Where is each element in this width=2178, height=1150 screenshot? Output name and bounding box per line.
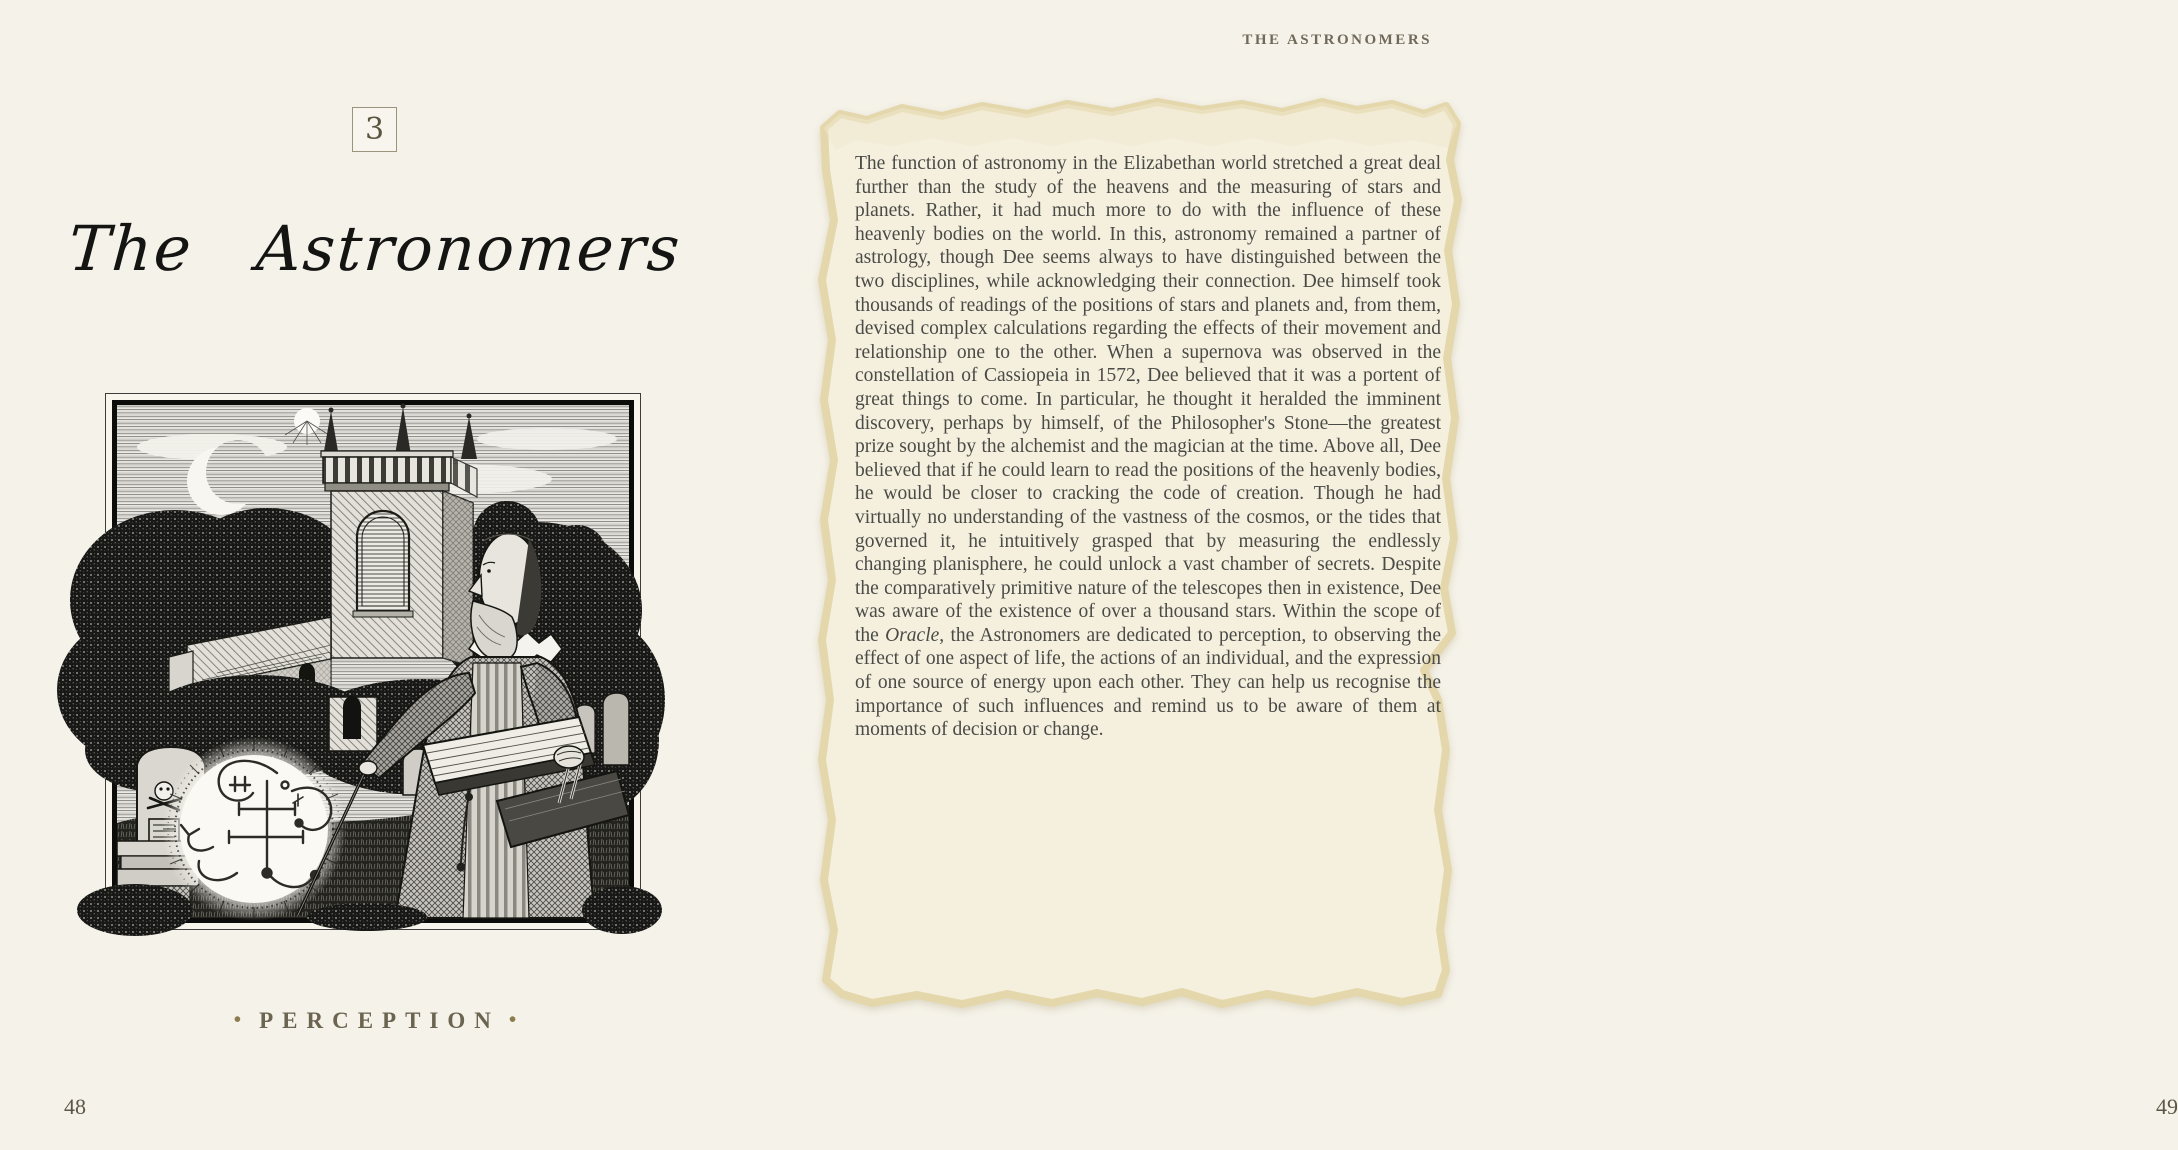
page-number-left: 48 xyxy=(64,1094,86,1119)
body-text-italic: Oracle xyxy=(885,624,940,646)
body-text-part2: , the Astronomers are dedicated to perception, to observing the effect of one aspect of life, the actions of an individual, and the expression of one source of energy upon each other. They can help us recognise the importance of such influences and remind us to be aware of them at moments of decision or change. xyxy=(855,624,1441,741)
caption-text: PERCEPTION xyxy=(259,1008,500,1033)
illustration-frame xyxy=(105,393,641,930)
body-text-part1: The function of astronomy in the Elizabethan world stretched a great deal further than the study of the heavens and the measuring of stars and planets. Rather, it had much more to do with the influence of these heavenly bodies on the world. In this, astronomy remained a partner of astrology, though Dee seems always to have distinguished between the two disciplines, while acknowledging their connection. Dee himself took thousands of readings of the positions of stars and planets and, from them, devised complex calculations regarding the effects of their movement and relationship one to the other. When a supernova was observed in the constellation of Cassiopeia in 1572, Dee believed that it was a portent of great things to come. In particular, he thought it heralded the imminent discovery, perhaps by himself, of the Philosopher's Stone—the greatest prize sought by the alchemist and the magician at the time. Above all, Dee believed that if he could learn to read the positions of the heavenly bodies, he would be closer to cracking the code of creation. Though he had virtually no understanding of the vastness of the cosmos, or the tides that governed it, he intuitively grasped that by measuring the endlessly changing planisphere, he could unlock a vast chamber of secrets. Despite the comparatively primitive nature of the telescopes then in existence, Dee was aware of the existence of over a thousand stars. Within the scope of the xyxy=(855,153,1441,646)
right-page xyxy=(750,0,2178,1150)
illustration-caption xyxy=(0,1008,750,1034)
chapter-number: 3 xyxy=(364,112,385,147)
chapter-number-box xyxy=(352,107,397,152)
churchyard-engraving-svg xyxy=(117,405,629,918)
caption-bullet-left: • xyxy=(233,1007,242,1031)
illustration xyxy=(112,400,634,923)
chapter-title: The Astronomers xyxy=(66,212,684,285)
caption-bullet-right: • xyxy=(508,1007,517,1031)
sigil-orb xyxy=(162,737,346,921)
pointing-hand xyxy=(359,761,377,775)
left-page xyxy=(0,0,750,1150)
wall-fragment xyxy=(329,696,377,751)
running-head: THE ASTRONOMERS xyxy=(1242,32,1432,48)
body-text xyxy=(855,152,1441,742)
holding-hand xyxy=(554,746,584,768)
page-number-right: 49 xyxy=(2156,1094,2178,1119)
